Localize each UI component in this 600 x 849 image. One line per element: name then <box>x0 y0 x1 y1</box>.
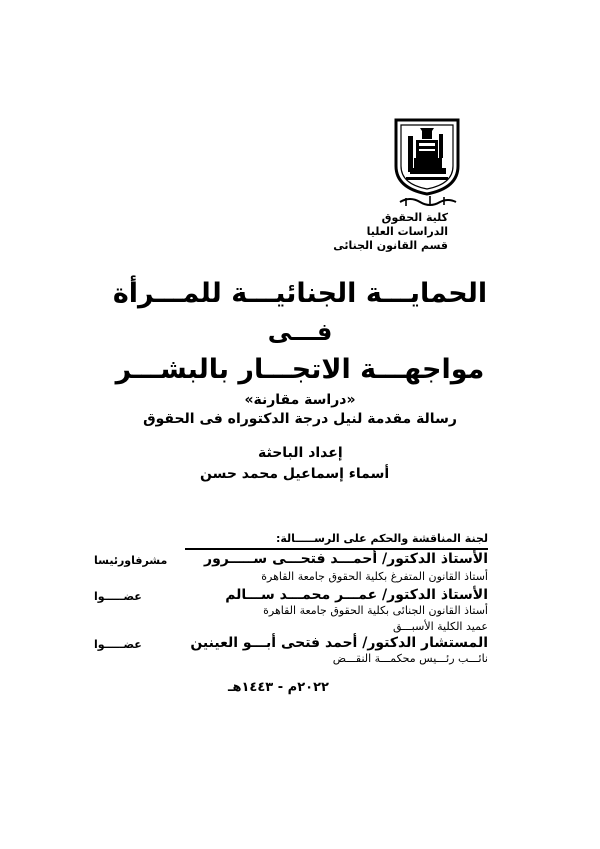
committee-member-description: أستاذ القانون الجنائى بكلية الحقوق جامعة القاهرة <box>263 604 488 617</box>
thesis-title-line-1: الحمايـــة الجنائيـــة للمـــرأة <box>112 278 488 309</box>
degree-statement: رسالة مقدمة لنيل درجة الدكتوراه فى الحقوق <box>143 411 457 427</box>
faculty-name: كلية الحقوق <box>381 211 448 224</box>
faculty-division: الدراسات العليا <box>366 225 448 238</box>
date-line: ٢٠٢٢م - ١٤٤٣هـ <box>228 680 329 695</box>
committee-member-name: الأستاذ الدكتور/ أحمـــد فتحـــى ســـــرور <box>204 551 488 567</box>
author-name: أسماء إسماعيل محمد حسن <box>200 466 390 482</box>
thesis-subtitle: «دراسة مقارنة» <box>244 392 356 408</box>
committee-heading: لجنة المناقشة والحكم على الرســـــالة: <box>275 532 488 545</box>
committee-heading-underline <box>185 548 488 550</box>
committee-member-extra: عميد الكلية الأسبـــق <box>392 620 488 633</box>
cairo-university-seal-icon <box>386 116 468 208</box>
committee-member-role: مشرفاورئيسا <box>94 554 168 567</box>
committee-member-description: نائـــب رئـــيس محكمـــة النقـــض <box>332 652 488 665</box>
committee-member-name: المستشار الدكتور/ أحمد فتحى أبـــو العينين <box>190 635 488 651</box>
thesis-title-line-3: مواجهـــة الاتجـــار بالبشـــر <box>115 354 485 385</box>
committee-member-role: عضـــــوا <box>94 638 142 651</box>
committee-member-role: عضـــــوا <box>94 590 142 603</box>
committee-member-name: الأستاذ الدكتور/ عمـــر محمـــد ســـالم <box>225 587 488 603</box>
committee-member-description: أستاذ القانون المتفرغ بكلية الحقوق جامعة القاهرة <box>261 570 488 583</box>
prepared-by-label: إعداد الباحثة <box>258 445 343 461</box>
thesis-title-line-2: فـــى <box>267 318 333 346</box>
faculty-department: قسم القانون الجنائى <box>333 239 448 252</box>
